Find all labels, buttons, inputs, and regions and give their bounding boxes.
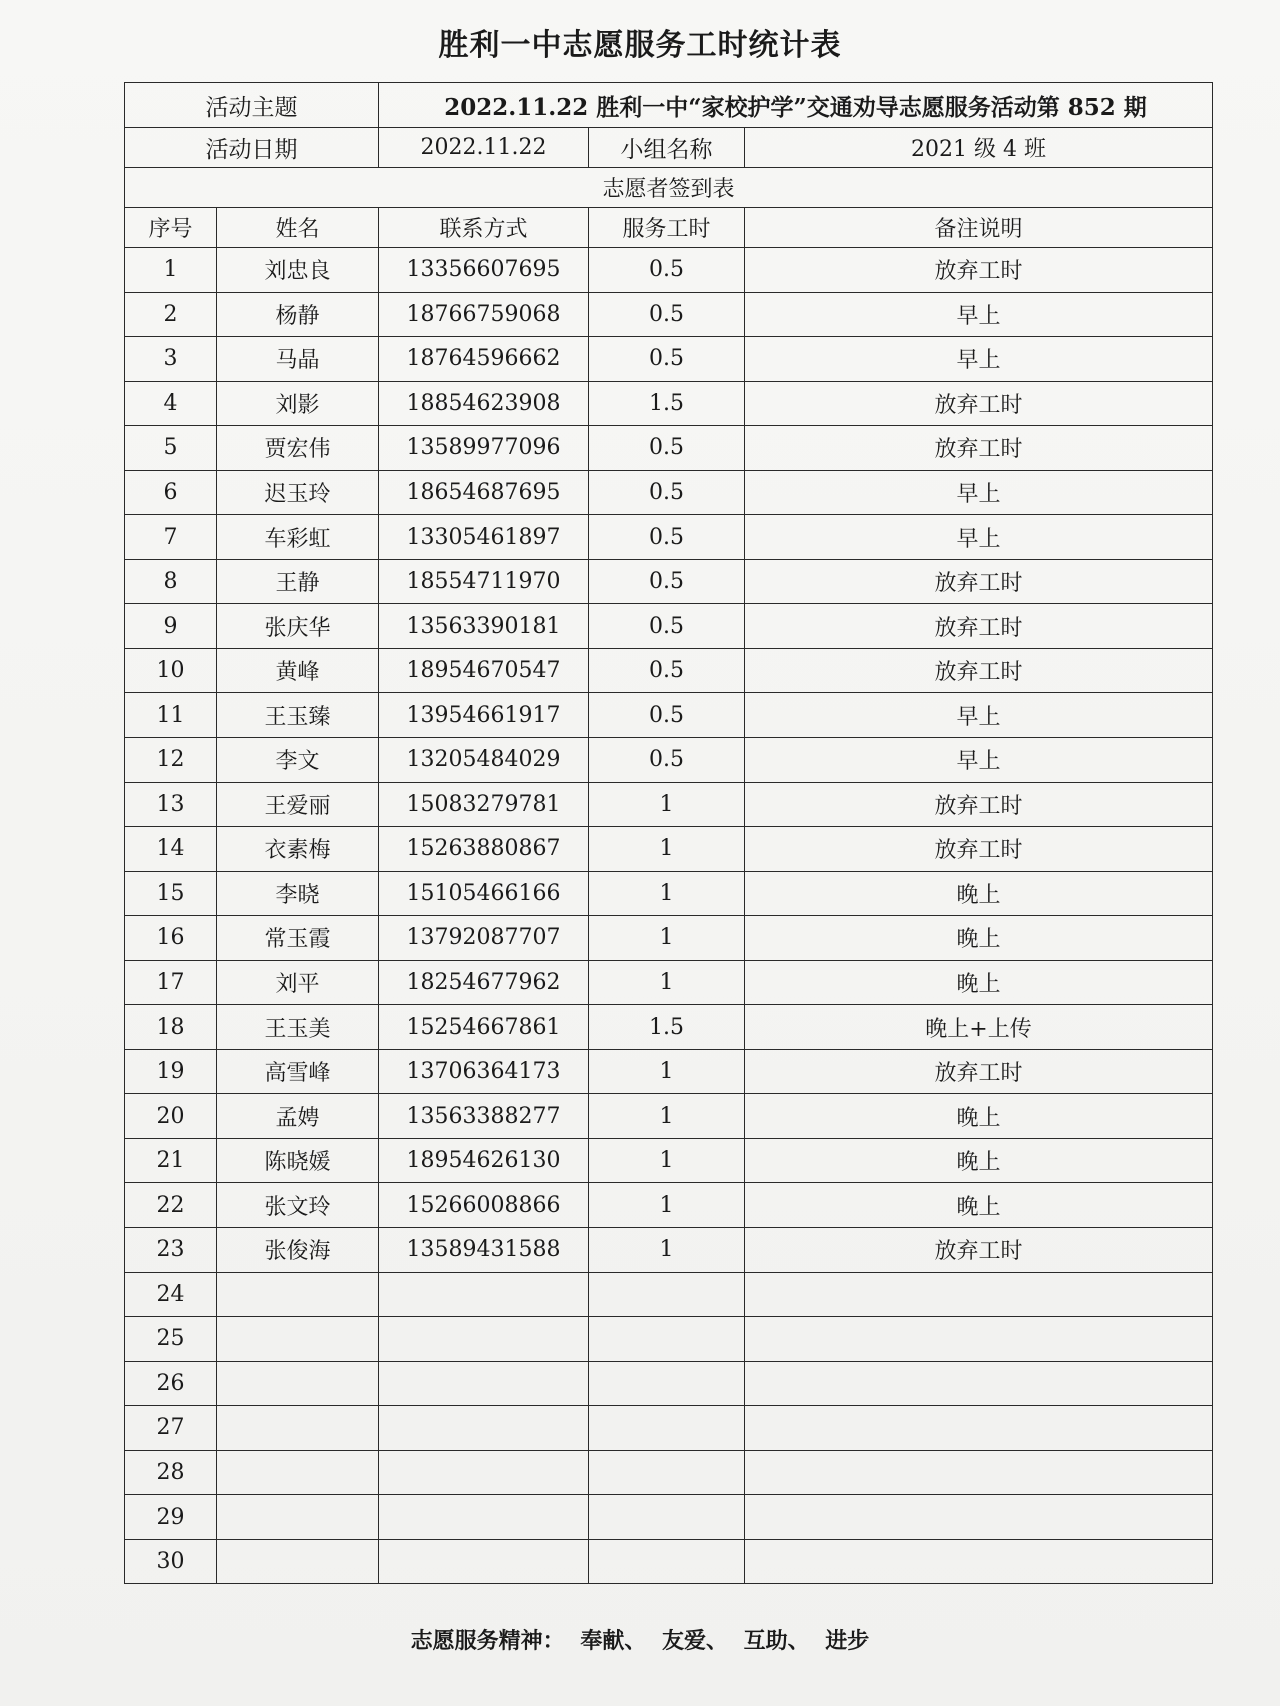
cell-note: [745, 1539, 1213, 1584]
cell-note: 放弃工时: [745, 426, 1213, 471]
topic-row: [125, 83, 1213, 128]
cell-hours: 1: [589, 1049, 745, 1094]
cell-no: 28: [125, 1450, 217, 1495]
cell-phone: 18854623908: [379, 381, 589, 426]
cell-hours: 1: [589, 1138, 745, 1183]
cell-note: [745, 1272, 1213, 1317]
cell-no: 18: [125, 1005, 217, 1050]
cell-note: [745, 1450, 1213, 1495]
cell-name: [217, 1539, 379, 1584]
cell-note: [745, 1317, 1213, 1362]
cell-name: 张俊海: [217, 1228, 379, 1273]
cell-hours: 0.5: [589, 515, 745, 560]
cell-hours: 0.5: [589, 470, 745, 515]
cell-note: 早上: [745, 470, 1213, 515]
cell-name: [217, 1495, 379, 1540]
cell-hours: [589, 1406, 745, 1451]
table-row: [125, 648, 1213, 693]
cell-no: 7: [125, 515, 217, 560]
table-row: [125, 782, 1213, 827]
cell-phone: 15263880867: [379, 827, 589, 872]
cell-phone: 18954670547: [379, 648, 589, 693]
cell-name: 衣素梅: [217, 827, 379, 872]
cell-hours: 0.5: [589, 738, 745, 783]
cell-phone: [379, 1406, 589, 1451]
cell-no: 30: [125, 1539, 217, 1584]
cell-name: 黄峰: [217, 648, 379, 693]
cell-note: 早上: [745, 738, 1213, 783]
cell-name: 贾宏伟: [217, 426, 379, 471]
cell-no: 27: [125, 1406, 217, 1451]
section-title-row: [125, 168, 1213, 208]
cell-no: 19: [125, 1049, 217, 1094]
cell-phone: [379, 1495, 589, 1540]
cell-name: 张文玲: [217, 1183, 379, 1228]
date-label: 活动日期: [125, 128, 379, 168]
cell-hours: 0.5: [589, 292, 745, 337]
cell-hours: [589, 1317, 745, 1362]
table-row: [125, 916, 1213, 961]
cell-name: [217, 1450, 379, 1495]
cell-no: 1: [125, 248, 217, 293]
cell-no: 13: [125, 782, 217, 827]
topic-label: 活动主题: [125, 83, 379, 128]
cell-name: 李晓: [217, 871, 379, 916]
table-row: [125, 337, 1213, 382]
cell-phone: [379, 1272, 589, 1317]
cell-no: 26: [125, 1361, 217, 1406]
cell-name: 王爱丽: [217, 782, 379, 827]
cell-note: [745, 1361, 1213, 1406]
cell-phone: 13954661917: [379, 693, 589, 738]
cell-note: 放弃工时: [745, 604, 1213, 649]
cell-name: [217, 1361, 379, 1406]
table-row: [125, 1049, 1213, 1094]
cell-no: 24: [125, 1272, 217, 1317]
cell-hours: [589, 1450, 745, 1495]
cell-phone: 13356607695: [379, 248, 589, 293]
date-value: 2022.11.22: [379, 128, 589, 168]
cell-name: 刘影: [217, 381, 379, 426]
table-row: [125, 1138, 1213, 1183]
cell-no: 6: [125, 470, 217, 515]
cell-name: 李文: [217, 738, 379, 783]
cell-name: 孟娉: [217, 1094, 379, 1139]
footer-slogan: 志愿服务精神： 奉献、 友爱、 互助、 进步: [410, 1629, 870, 1654]
cell-hours: 1: [589, 1228, 745, 1273]
cell-phone: 15083279781: [379, 782, 589, 827]
table-row: [125, 1183, 1213, 1228]
section-title: 志愿者签到表: [125, 168, 1213, 208]
column-header-note: 备注说明: [745, 208, 1213, 248]
cell-no: 15: [125, 871, 217, 916]
cell-no: 4: [125, 381, 217, 426]
cell-hours: 0.5: [589, 604, 745, 649]
cell-phone: 13589977096: [379, 426, 589, 471]
cell-no: 25: [125, 1317, 217, 1362]
cell-phone: 15254667861: [379, 1005, 589, 1050]
table-row: [125, 470, 1213, 515]
table-row: [125, 248, 1213, 293]
cell-name: 王静: [217, 559, 379, 604]
cell-name: [217, 1272, 379, 1317]
cell-note: 早上: [745, 693, 1213, 738]
column-header-hours: 服务工时: [589, 208, 745, 248]
cell-phone: 18654687695: [379, 470, 589, 515]
cell-note: 放弃工时: [745, 1228, 1213, 1273]
group-label: 小组名称: [589, 128, 745, 168]
cell-name: 杨静: [217, 292, 379, 337]
cell-no: 8: [125, 559, 217, 604]
cell-hours: [589, 1539, 745, 1584]
cell-name: 王玉美: [217, 1005, 379, 1050]
cell-hours: 0.5: [589, 248, 745, 293]
table-row: [125, 1317, 1213, 1362]
cell-name: 张庆华: [217, 604, 379, 649]
cell-phone: 13589431588: [379, 1228, 589, 1273]
cell-note: 晚上: [745, 1138, 1213, 1183]
table-row: [125, 1005, 1213, 1050]
table-row: [125, 693, 1213, 738]
cell-hours: 0.5: [589, 559, 745, 604]
cell-no: 22: [125, 1183, 217, 1228]
cell-hours: 1.5: [589, 381, 745, 426]
cell-name: 刘忠良: [217, 248, 379, 293]
cell-note: 晚上: [745, 1183, 1213, 1228]
topic-value: 2022.11.22 胜利一中“家校护学”交通劝导志愿服务活动第 852 期: [379, 83, 1213, 128]
cell-name: 高雪峰: [217, 1049, 379, 1094]
cell-hours: 0.5: [589, 337, 745, 382]
table-row: [125, 827, 1213, 872]
document-title: 胜利一中志愿服务工时统计表: [438, 28, 842, 63]
column-header-phone: 联系方式: [379, 208, 589, 248]
cell-phone: 13305461897: [379, 515, 589, 560]
cell-no: 10: [125, 648, 217, 693]
cell-phone: 13706364173: [379, 1049, 589, 1094]
table-row: [125, 960, 1213, 1005]
cell-no: 23: [125, 1228, 217, 1273]
cell-hours: 1: [589, 916, 745, 961]
cell-note: 放弃工时: [745, 248, 1213, 293]
cell-phone: 13205484029: [379, 738, 589, 783]
cell-phone: 13792087707: [379, 916, 589, 961]
column-header-name: 姓名: [217, 208, 379, 248]
table-row: [125, 1495, 1213, 1540]
table-row: [125, 381, 1213, 426]
cell-phone: 13563390181: [379, 604, 589, 649]
cell-no: 20: [125, 1094, 217, 1139]
cell-phone: 18954626130: [379, 1138, 589, 1183]
cell-phone: 15105466166: [379, 871, 589, 916]
table-row: [125, 604, 1213, 649]
cell-note: 早上: [745, 337, 1213, 382]
table-row: [125, 426, 1213, 471]
column-header-row: [125, 208, 1213, 248]
cell-phone: [379, 1450, 589, 1495]
cell-phone: 15266008866: [379, 1183, 589, 1228]
cell-no: 16: [125, 916, 217, 961]
table-row: [125, 738, 1213, 783]
cell-no: 11: [125, 693, 217, 738]
cell-phone: 18764596662: [379, 337, 589, 382]
cell-note: 早上: [745, 515, 1213, 560]
cell-no: 14: [125, 827, 217, 872]
cell-name: 车彩虹: [217, 515, 379, 560]
cell-no: 5: [125, 426, 217, 471]
cell-no: 3: [125, 337, 217, 382]
cell-hours: 1: [589, 871, 745, 916]
cell-hours: [589, 1495, 745, 1540]
table-row: [125, 1094, 1213, 1139]
cell-note: 晚上: [745, 871, 1213, 916]
cell-hours: 0.5: [589, 426, 745, 471]
cell-note: 晚上: [745, 1094, 1213, 1139]
cell-name: 王玉臻: [217, 693, 379, 738]
cell-note: 放弃工时: [745, 648, 1213, 693]
cell-phone: [379, 1317, 589, 1362]
cell-hours: 1: [589, 960, 745, 1005]
table-row: [125, 515, 1213, 560]
cell-name: 常玉霞: [217, 916, 379, 961]
cell-no: 2: [125, 292, 217, 337]
cell-name: 迟玉玲: [217, 470, 379, 515]
cell-name: 陈晓媛: [217, 1138, 379, 1183]
cell-note: [745, 1406, 1213, 1451]
cell-no: 9: [125, 604, 217, 649]
table-row: [125, 1539, 1213, 1584]
cell-phone: 18766759068: [379, 292, 589, 337]
cell-note: 放弃工时: [745, 381, 1213, 426]
volunteer-hours-table: [124, 82, 1213, 1584]
cell-phone: 13563388277: [379, 1094, 589, 1139]
cell-note: 放弃工时: [745, 782, 1213, 827]
table-row: [125, 559, 1213, 604]
cell-note: 晚上: [745, 916, 1213, 961]
cell-phone: [379, 1361, 589, 1406]
cell-hours: 1: [589, 827, 745, 872]
cell-hours: 1: [589, 1183, 745, 1228]
cell-hours: [589, 1272, 745, 1317]
table-row: [125, 1450, 1213, 1495]
cell-no: 17: [125, 960, 217, 1005]
cell-name: 马晶: [217, 337, 379, 382]
cell-phone: [379, 1539, 589, 1584]
cell-no: 21: [125, 1138, 217, 1183]
table-row: [125, 871, 1213, 916]
cell-note: 放弃工时: [745, 559, 1213, 604]
column-header-no: 序号: [125, 208, 217, 248]
cell-note: 早上: [745, 292, 1213, 337]
cell-no: 29: [125, 1495, 217, 1540]
cell-name: 刘平: [217, 960, 379, 1005]
cell-name: [217, 1317, 379, 1362]
cell-hours: 0.5: [589, 693, 745, 738]
cell-hours: 1.5: [589, 1005, 745, 1050]
table-row: [125, 1406, 1213, 1451]
cell-phone: 18254677962: [379, 960, 589, 1005]
cell-note: 晚上+上传: [745, 1005, 1213, 1050]
cell-phone: 18554711970: [379, 559, 589, 604]
cell-hours: 0.5: [589, 648, 745, 693]
table-row: [125, 1361, 1213, 1406]
cell-hours: 1: [589, 1094, 745, 1139]
table-row: [125, 1228, 1213, 1273]
group-value: 2021 级 4 班: [745, 128, 1213, 168]
date-group-row: [125, 128, 1213, 168]
cell-no: 12: [125, 738, 217, 783]
cell-hours: 1: [589, 782, 745, 827]
cell-note: 放弃工时: [745, 827, 1213, 872]
table-row: [125, 1272, 1213, 1317]
cell-note: 放弃工时: [745, 1049, 1213, 1094]
table-row: [125, 292, 1213, 337]
cell-name: [217, 1406, 379, 1451]
cell-hours: [589, 1361, 745, 1406]
cell-note: 晚上: [745, 960, 1213, 1005]
cell-note: [745, 1495, 1213, 1540]
